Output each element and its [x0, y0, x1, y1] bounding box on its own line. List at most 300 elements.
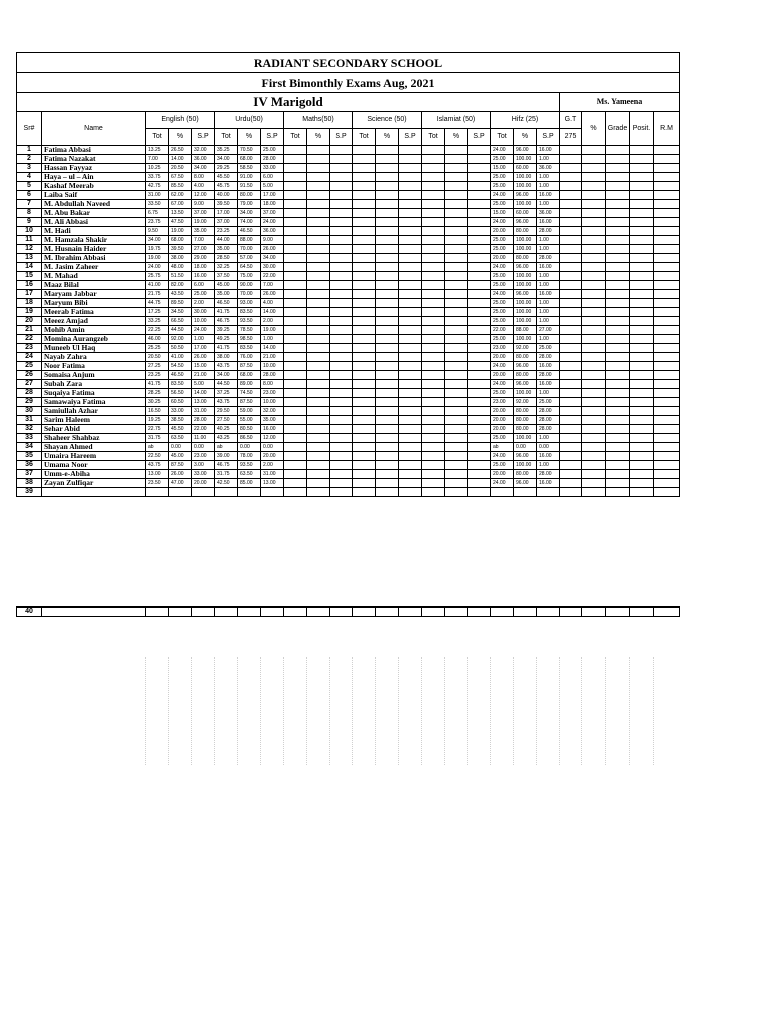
empty-cell: [422, 398, 445, 407]
mark-cell: 100.00: [514, 281, 537, 290]
table-row: [17, 299, 680, 308]
empty-cell: [630, 326, 654, 335]
empty-cell: [468, 227, 491, 236]
mark-cell: 35.00: [215, 245, 238, 254]
mark-cell: 80.00: [514, 227, 537, 236]
mark-cell: 49.25: [215, 335, 238, 344]
mark-cell: 88.00: [238, 236, 261, 245]
subject-header: Hifz (25): [491, 112, 560, 129]
empty-cell: [307, 362, 330, 371]
column-guide: [214, 657, 215, 765]
serial-number: 14: [17, 263, 42, 272]
empty-cell: [582, 245, 606, 254]
empty-cell: [654, 263, 680, 272]
empty-cell: [445, 290, 468, 299]
student-name: Maryum Bibi: [42, 299, 146, 308]
empty-cell: [422, 335, 445, 344]
subcol-header: Tot: [422, 129, 445, 146]
empty-cell: [514, 607, 537, 617]
student-name: Noor Fatima: [42, 362, 146, 371]
empty-cell: [399, 281, 422, 290]
mark-cell: 23.25: [215, 227, 238, 236]
subject-header: Maths(50): [284, 112, 353, 129]
empty-cell: [654, 290, 680, 299]
empty-cell: [330, 317, 353, 326]
empty-cell: [606, 398, 630, 407]
empty-cell: [654, 335, 680, 344]
mark-cell: 44.00: [215, 236, 238, 245]
empty-cell: [468, 317, 491, 326]
mark-cell: 30.00: [261, 263, 284, 272]
column-guide: [444, 657, 445, 765]
empty-cell: [376, 218, 399, 227]
empty-cell: [284, 209, 307, 218]
empty-cell: [582, 326, 606, 335]
serial-number: 40: [17, 607, 42, 617]
empty-cell: [582, 200, 606, 209]
mark-cell: 100.00: [514, 245, 537, 254]
student-name: Meerab Fatima: [42, 308, 146, 317]
empty-cell: [606, 200, 630, 209]
empty-cell: [468, 470, 491, 479]
student-name: M. Hadi: [42, 227, 146, 236]
mark-cell: 41.75: [146, 380, 169, 389]
mark-cell: 38.00: [169, 254, 192, 263]
empty-cell: [284, 416, 307, 425]
column-guide: [283, 657, 284, 765]
empty-cell: [630, 461, 654, 470]
mark-cell: 70.00: [238, 245, 261, 254]
mark-cell: 96.00: [514, 479, 537, 488]
mark-cell: 19.00: [169, 227, 192, 236]
empty-cell: [353, 236, 376, 245]
mark-cell: 93.50: [238, 461, 261, 470]
empty-cell: [445, 380, 468, 389]
empty-cell: [468, 452, 491, 461]
mark-cell: 60.50: [169, 398, 192, 407]
empty-cell: [422, 263, 445, 272]
empty-cell: [399, 308, 422, 317]
empty-cell: [606, 335, 630, 344]
empty-cell: [445, 434, 468, 443]
mark-cell: 45.00: [169, 452, 192, 461]
mark-cell: 39.00: [215, 452, 238, 461]
empty-cell: [582, 182, 606, 191]
empty-cell: [284, 425, 307, 434]
subcol-header: Tot: [491, 129, 514, 146]
empty-cell: [630, 308, 654, 317]
mark-cell: 33.25: [146, 317, 169, 326]
empty-cell: [445, 200, 468, 209]
empty-cell: [560, 173, 582, 182]
column-guide: [329, 657, 330, 765]
serial-number: 1: [17, 146, 42, 155]
mark-cell: 37.00: [261, 209, 284, 218]
empty-cell: [560, 254, 582, 263]
empty-cell: [582, 344, 606, 353]
mark-cell: 80.50: [238, 425, 261, 434]
mark-cell: 34.00: [215, 371, 238, 380]
empty-cell: [422, 218, 445, 227]
empty-cell: [376, 344, 399, 353]
serial-number: 4: [17, 173, 42, 182]
empty-cell: [630, 371, 654, 380]
mark-cell: 32.00: [192, 146, 215, 155]
mark-cell: 6.00: [192, 281, 215, 290]
mark-cell: 1.00: [537, 281, 560, 290]
empty-cell: [654, 173, 680, 182]
empty-cell: [560, 407, 582, 416]
mark-cell: 22.75: [146, 425, 169, 434]
mark-cell: 26.00: [261, 290, 284, 299]
mark-cell: 1.00: [537, 272, 560, 281]
empty-cell: [261, 607, 284, 617]
mark-cell: 25.00: [491, 461, 514, 470]
subcol-header: %: [514, 129, 537, 146]
mark-cell: 19.00: [146, 254, 169, 263]
table-row: [17, 389, 680, 398]
serial-number: 27: [17, 380, 42, 389]
mark-cell: 43.75: [146, 461, 169, 470]
serial-number: 32: [17, 425, 42, 434]
empty-cell: [284, 281, 307, 290]
mark-cell: 28.00: [537, 254, 560, 263]
mark-cell: 28.00: [261, 371, 284, 380]
mark-cell: 17.25: [146, 308, 169, 317]
column-guide: [168, 657, 169, 765]
empty-cell: [284, 272, 307, 281]
empty-cell: [353, 470, 376, 479]
column-guide: [306, 657, 307, 765]
serial-number: 28: [17, 389, 42, 398]
empty-cell: [399, 371, 422, 380]
mark-cell: 7.00: [192, 236, 215, 245]
empty-cell: [445, 470, 468, 479]
mark-cell: 88.00: [514, 326, 537, 335]
empty-cell: [468, 398, 491, 407]
empty-cell: [238, 607, 261, 617]
subject-header: English (50): [146, 112, 215, 129]
mark-cell: 55.00: [238, 416, 261, 425]
empty-cell: [330, 236, 353, 245]
empty-cell: [422, 272, 445, 281]
empty-cell: [376, 155, 399, 164]
mark-cell: 25.00: [491, 299, 514, 308]
empty-cell: [630, 155, 654, 164]
empty-cell: [445, 389, 468, 398]
student-name: Haya – ul – Ain: [42, 173, 146, 182]
empty-cell: [445, 191, 468, 200]
empty-cell: [654, 308, 680, 317]
mark-cell: 85.50: [169, 182, 192, 191]
empty-cell: [284, 236, 307, 245]
mark-cell: 40.25: [215, 425, 238, 434]
empty-cell: [445, 488, 468, 497]
mark-cell: 45.00: [215, 281, 238, 290]
empty-cell: [606, 344, 630, 353]
empty-cell: [654, 155, 680, 164]
mark-cell: 7.00: [146, 155, 169, 164]
serial-number: 34: [17, 443, 42, 452]
mark-cell: 17.00: [215, 209, 238, 218]
empty-cell: [445, 227, 468, 236]
empty-cell: [307, 227, 330, 236]
empty-cell: [353, 281, 376, 290]
empty-cell: [353, 290, 376, 299]
empty-cell: [399, 353, 422, 362]
mark-cell: 85.00: [238, 479, 261, 488]
mark-cell: 10.00: [261, 398, 284, 407]
empty-cell: [422, 607, 445, 617]
empty-cell: [376, 164, 399, 173]
empty-cell: [330, 380, 353, 389]
empty-cell: [169, 488, 192, 497]
mark-cell: 34.00: [192, 164, 215, 173]
mark-cell: 23.25: [146, 371, 169, 380]
empty-cell: [353, 353, 376, 362]
empty-cell: [630, 272, 654, 281]
empty-cell: [376, 362, 399, 371]
empty-cell: [468, 308, 491, 317]
empty-cell: [376, 308, 399, 317]
empty-cell: [192, 607, 215, 617]
mark-cell: 2.00: [261, 317, 284, 326]
mark-cell: 25.75: [146, 272, 169, 281]
empty-cell: [284, 317, 307, 326]
percent-header: %: [582, 112, 606, 146]
empty-cell: [606, 281, 630, 290]
empty-cell: [422, 308, 445, 317]
serial-number: 30: [17, 407, 42, 416]
student-name: M. Hamzala Shakir: [42, 236, 146, 245]
mark-cell: 100.00: [514, 299, 537, 308]
empty-cell: [630, 245, 654, 254]
empty-cell: [445, 254, 468, 263]
empty-cell: [353, 488, 376, 497]
table-row: [17, 353, 680, 362]
mark-cell: 16.00: [537, 479, 560, 488]
mark-cell: 100.00: [514, 236, 537, 245]
mark-cell: 41.00: [146, 281, 169, 290]
mark-cell: 80.00: [514, 371, 537, 380]
mark-cell: 96.00: [514, 263, 537, 272]
mark-cell: 100.00: [514, 434, 537, 443]
empty-cell: [560, 479, 582, 488]
empty-cell: [654, 362, 680, 371]
mark-cell: 1.00: [537, 434, 560, 443]
empty-cell: [399, 362, 422, 371]
empty-cell: [560, 245, 582, 254]
empty-cell: [353, 227, 376, 236]
class-row: [17, 93, 680, 112]
empty-cell: [582, 299, 606, 308]
empty-cell: [376, 443, 399, 452]
empty-cell: [376, 452, 399, 461]
empty-cell: [630, 218, 654, 227]
empty-cell: [307, 407, 330, 416]
mark-cell: 23.00: [192, 452, 215, 461]
mark-cell: 96.00: [514, 218, 537, 227]
empty-cell: [560, 164, 582, 173]
empty-cell: [399, 607, 422, 617]
empty-cell: [376, 389, 399, 398]
empty-cell: [445, 461, 468, 470]
mark-cell: 67.00: [169, 200, 192, 209]
mark-cell: 23.75: [146, 218, 169, 227]
table-row: [17, 398, 680, 407]
empty-cell: [376, 272, 399, 281]
empty-cell: [468, 290, 491, 299]
empty-cell: [560, 488, 582, 497]
empty-cell: [606, 218, 630, 227]
empty-cell: [560, 227, 582, 236]
empty-cell: [560, 155, 582, 164]
mark-cell: 41.75: [215, 308, 238, 317]
mark-cell: 10.00: [261, 362, 284, 371]
mark-cell: 21.00: [261, 353, 284, 362]
empty-cell: [606, 452, 630, 461]
empty-cell: [330, 371, 353, 380]
column-guide: [260, 657, 261, 765]
empty-cell: [284, 182, 307, 191]
mark-cell: 0.00: [261, 443, 284, 452]
student-name: Umama Noor: [42, 461, 146, 470]
mark-cell: 100.00: [514, 155, 537, 164]
mark-cell: 93.50: [238, 317, 261, 326]
subcol-header: S.P: [468, 129, 491, 146]
empty-cell: [537, 488, 560, 497]
empty-cell: [445, 407, 468, 416]
mark-cell: 0.00: [537, 443, 560, 452]
serial-number: 19: [17, 308, 42, 317]
empty-cell: [630, 281, 654, 290]
mark-cell: 51.50: [169, 272, 192, 281]
empty-cell: [399, 434, 422, 443]
empty-cell: [514, 488, 537, 497]
mark-cell: 24.00: [491, 218, 514, 227]
empty-cell: [630, 290, 654, 299]
empty-cell: [468, 425, 491, 434]
empty-cell: [399, 380, 422, 389]
empty-cell: [353, 272, 376, 281]
student-name: Subah Zara: [42, 380, 146, 389]
subcol-header: S.P: [261, 129, 284, 146]
empty-cell: [582, 398, 606, 407]
mark-cell: 1.00: [537, 236, 560, 245]
mark-cell: 24.00: [491, 362, 514, 371]
empty-cell: [330, 263, 353, 272]
mark-cell: 28.00: [537, 407, 560, 416]
empty-cell: [330, 227, 353, 236]
mark-cell: 41.75: [215, 344, 238, 353]
empty-cell: [630, 254, 654, 263]
empty-cell: [468, 344, 491, 353]
empty-cell: [399, 227, 422, 236]
empty-cell: [606, 164, 630, 173]
mark-cell: 86.50: [238, 434, 261, 443]
mark-cell: 31.75: [146, 434, 169, 443]
empty-cell: [582, 227, 606, 236]
empty-cell: [399, 389, 422, 398]
mark-cell: 25.00: [491, 272, 514, 281]
empty-cell: [353, 263, 376, 272]
mark-cell: 56.50: [169, 389, 192, 398]
mark-cell: 22.00: [192, 425, 215, 434]
empty-cell: [582, 164, 606, 173]
empty-cell: [399, 290, 422, 299]
subcol-header: S.P: [192, 129, 215, 146]
subcol-header: %: [445, 129, 468, 146]
class-name: IV Marigold: [17, 93, 560, 112]
empty-cell: [654, 371, 680, 380]
empty-cell: [307, 461, 330, 470]
exam-row: [17, 73, 680, 93]
empty-cell: [330, 299, 353, 308]
empty-cell: [468, 488, 491, 497]
empty-cell: [399, 452, 422, 461]
empty-cell: [330, 209, 353, 218]
empty-cell: [399, 218, 422, 227]
empty-cell: [284, 452, 307, 461]
empty-cell: [353, 254, 376, 263]
mark-cell: 82.00: [169, 281, 192, 290]
mark-cell: 46.75: [215, 461, 238, 470]
student-name: M. Abu Bakar: [42, 209, 146, 218]
empty-cell: [468, 263, 491, 272]
empty-cell: [399, 191, 422, 200]
empty-cell: [353, 425, 376, 434]
empty-cell: [353, 299, 376, 308]
mark-cell: 20.00: [491, 371, 514, 380]
mark-cell: 83.50: [169, 380, 192, 389]
empty-cell: [284, 227, 307, 236]
empty-cell: [330, 335, 353, 344]
empty-cell: [560, 470, 582, 479]
empty-cell: [630, 398, 654, 407]
empty-cell: [560, 434, 582, 443]
empty-cell: [307, 218, 330, 227]
empty-cell: [284, 434, 307, 443]
mark-cell: 43.25: [215, 434, 238, 443]
mark-cell: 25.00: [491, 236, 514, 245]
empty-cell: [284, 191, 307, 200]
mark-cell: ab: [491, 443, 514, 452]
empty-cell: [445, 164, 468, 173]
empty-cell: [284, 164, 307, 173]
mark-cell: 46.00: [146, 335, 169, 344]
empty-cell: [422, 389, 445, 398]
empty-cell: [630, 236, 654, 245]
mark-cell: 1.00: [537, 245, 560, 254]
serial-number: 13: [17, 254, 42, 263]
mark-cell: 13.25: [146, 146, 169, 155]
empty-cell: [307, 443, 330, 452]
empty-cell: [330, 218, 353, 227]
empty-cell: [445, 218, 468, 227]
mark-cell: 39.50: [169, 245, 192, 254]
empty-cell: [353, 146, 376, 155]
empty-cell: [307, 164, 330, 173]
empty-cell: [654, 389, 680, 398]
empty-cell: [330, 308, 353, 317]
mark-cell: 31.75: [215, 470, 238, 479]
empty-cell: [582, 479, 606, 488]
empty-cell: [376, 254, 399, 263]
empty-cell: [330, 479, 353, 488]
mark-cell: 30.25: [146, 398, 169, 407]
empty-cell: [330, 344, 353, 353]
student-name: Laiba Saif: [42, 191, 146, 200]
